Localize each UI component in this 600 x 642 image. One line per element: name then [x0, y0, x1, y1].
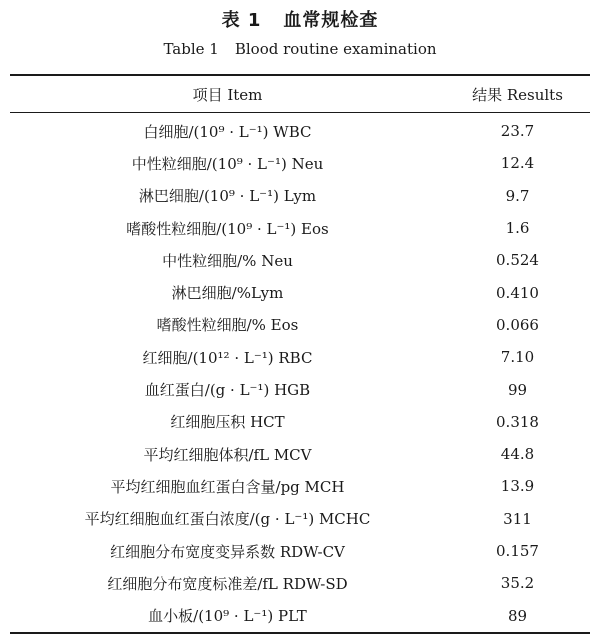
table-title-en [0, 40, 600, 58]
table-row [10, 406, 590, 438]
bottom-rule [10, 632, 590, 634]
row-item: 淋巴细胞/(10⁹ · L⁻¹) Lym [138, 187, 317, 206]
table-row [10, 438, 590, 470]
table-row [10, 115, 590, 147]
header-results: 结果 Results [472, 85, 563, 104]
row-value: 7.10 [500, 348, 535, 367]
header-item: 项目 Item [192, 85, 263, 104]
row-value: 12.4 [500, 154, 535, 173]
table-row [10, 341, 590, 373]
row-value: 13.9 [500, 477, 535, 496]
row-item: 嗜酸性粒细胞/(10⁹ · L⁻¹) Eos [126, 219, 329, 238]
table-row [10, 147, 590, 179]
row-item: 淋巴细胞/%Lym [171, 284, 284, 303]
row-value: 0.157 [496, 542, 539, 560]
table-row [10, 212, 590, 244]
table-header [10, 76, 590, 112]
row-item: 中性粒细胞/% Neu [162, 251, 293, 270]
row-item: 中性粒细胞/(10⁹ · L⁻¹) Neu [131, 154, 324, 173]
table-caption-cn: 血常规检查 [283, 10, 379, 31]
row-item: 血小板/(10⁹ · L⁻¹) PLT [148, 607, 307, 626]
row-item: 血红蛋白/(g · L⁻¹) HGB [144, 381, 311, 400]
table-row [10, 276, 590, 308]
row-item: 红细胞分布宽度变异系数 RDW-CV [110, 542, 345, 561]
row-item: 红细胞分布宽度标准差/fL RDW-SD [107, 574, 348, 593]
row-item: 平均红细胞血红蛋白浓度/(g · L⁻¹) MCHC [84, 510, 371, 529]
row-item: 平均红细胞体积/fL MCV [143, 445, 312, 464]
table-row [10, 470, 590, 502]
table-number-en: Table 1 [163, 40, 219, 58]
table-row [10, 535, 590, 567]
row-value: 99 [507, 380, 528, 399]
row-value: 89 [507, 606, 528, 625]
table-caption-en: Blood routine examination [234, 40, 437, 58]
row-value: 23.7 [500, 122, 535, 141]
table-row [10, 567, 590, 599]
row-item: 平均红细胞血红蛋白含量/pg MCH [110, 477, 345, 496]
row-value: 311 [503, 509, 532, 528]
table-row [10, 373, 590, 405]
row-value: 0.524 [496, 251, 539, 270]
row-item: 红细胞/(10¹² · L⁻¹) RBC [142, 348, 313, 367]
row-value: 1.6 [505, 219, 530, 238]
row-value: 35.2 [500, 574, 535, 593]
table-row [10, 244, 590, 276]
table-row [10, 503, 590, 535]
row-value: 9.7 [505, 186, 530, 205]
row-item: 嗜酸性粒细胞/% Eos [156, 316, 299, 335]
table-row [10, 599, 590, 631]
row-item: 红细胞压积 HCT [170, 413, 285, 432]
row-value: 0.066 [496, 315, 539, 334]
table-row [10, 309, 590, 341]
row-value: 0.318 [496, 412, 539, 431]
table-body [10, 115, 590, 632]
table-row [10, 180, 590, 212]
table-number-cn: 表 1 [221, 10, 262, 31]
header-rule [10, 112, 590, 113]
row-item: 白细胞/(10⁹ · L⁻¹) WBC [143, 122, 312, 141]
row-value: 0.410 [496, 283, 539, 302]
row-value: 44.8 [500, 445, 535, 464]
table-title-cn [0, 6, 600, 32]
